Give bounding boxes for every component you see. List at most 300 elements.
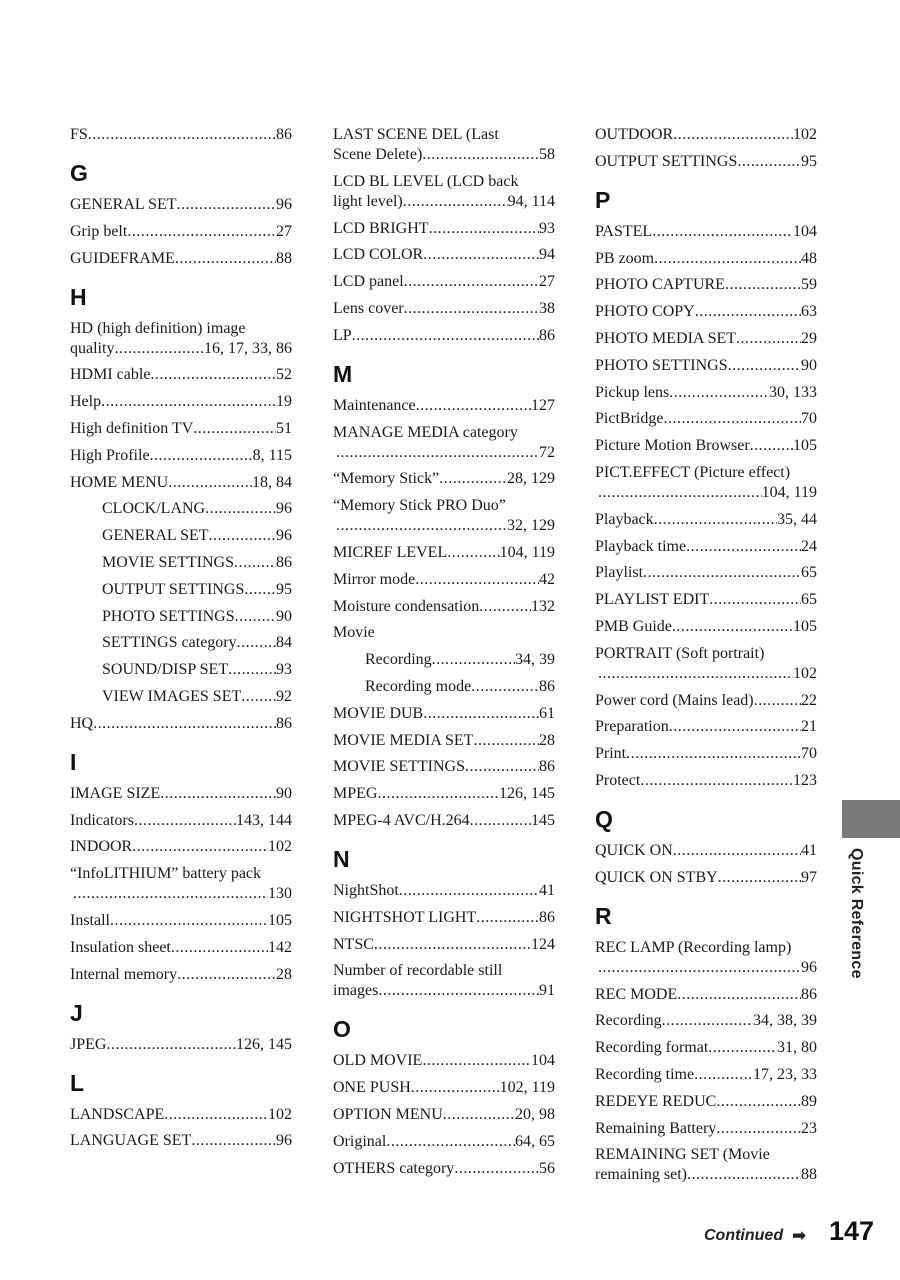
entry-term: PHOTO CAPTURE xyxy=(595,276,725,294)
dot-leader xyxy=(429,219,539,239)
entry-page-ref: 70 xyxy=(801,410,817,428)
entry-page-ref: 63 xyxy=(801,303,817,321)
dot-leader xyxy=(694,1065,753,1085)
index-entry xyxy=(595,409,817,429)
index-entry xyxy=(595,744,817,764)
entry-page-ref: 91 xyxy=(539,982,555,1000)
entry-term: OPTION MENU xyxy=(333,1105,443,1123)
entry-page-ref: 59 xyxy=(801,276,817,294)
dot-leader xyxy=(241,687,276,707)
index-entry xyxy=(70,319,292,359)
dot-leader xyxy=(598,958,801,978)
index-entry xyxy=(333,570,555,590)
dot-leader xyxy=(164,1105,268,1125)
entry-page-ref: 86 xyxy=(276,553,292,571)
dot-leader xyxy=(718,868,801,888)
dot-leader xyxy=(134,811,236,831)
entry-page-ref: 31, 80 xyxy=(777,1039,817,1057)
dot-leader xyxy=(754,691,801,711)
entry-term: REDEYE REDUC xyxy=(595,1092,717,1110)
dot-leader xyxy=(171,938,268,958)
dot-leader xyxy=(415,570,539,590)
entry-page-ref: 86 xyxy=(276,714,292,732)
entry-term: MICREF LEVEL xyxy=(333,543,448,561)
dot-leader xyxy=(150,365,276,385)
entry-term: NightShot xyxy=(333,881,399,899)
entry-page-ref: 21 xyxy=(801,718,817,736)
index-entry xyxy=(70,660,292,680)
index-entry xyxy=(595,463,817,503)
entry-page-ref: 104 xyxy=(793,222,817,240)
entry-term: Picture Motion Browser xyxy=(595,437,750,455)
section-letter: N xyxy=(333,845,350,872)
entry-term: OLD MOVIE xyxy=(333,1052,423,1070)
dot-leader xyxy=(654,510,777,530)
dot-leader xyxy=(177,965,276,985)
entry-term: MOVIE SETTINGS xyxy=(102,553,234,571)
index-entry xyxy=(70,1131,292,1151)
dot-leader xyxy=(465,757,539,777)
index-entry xyxy=(595,356,817,376)
entry-term: Recording xyxy=(365,651,432,669)
index-entry xyxy=(595,644,817,684)
dot-leader xyxy=(716,1119,801,1139)
section-letter: O xyxy=(333,1016,351,1043)
index-entry xyxy=(595,383,817,403)
dot-leader xyxy=(374,935,531,955)
entry-term: “Memory Stick PRO Duo” xyxy=(333,497,506,515)
entry-term: Mirror mode xyxy=(333,570,416,588)
index-entry xyxy=(70,392,292,412)
index-entry xyxy=(595,691,817,711)
dot-leader xyxy=(160,784,276,804)
dot-leader xyxy=(652,222,793,242)
entry-term: MOVIE DUB xyxy=(333,704,424,722)
entry-page-ref: 90 xyxy=(276,784,292,802)
dot-leader xyxy=(643,563,801,583)
entry-page-ref: 56 xyxy=(539,1159,555,1177)
index-entry xyxy=(595,868,817,888)
entry-page-ref: 105 xyxy=(793,437,817,455)
entry-page-ref: 41 xyxy=(539,881,555,899)
entry-page-ref: 86 xyxy=(276,126,292,143)
dot-leader xyxy=(101,392,276,412)
entry-page-ref: 32, 129 xyxy=(507,517,555,535)
index-entry xyxy=(70,1105,292,1125)
entry-term: “Memory Stick” xyxy=(333,470,440,488)
entry-term: Remaining Battery xyxy=(595,1119,717,1137)
dot-leader xyxy=(114,339,204,359)
dot-leader xyxy=(88,125,276,145)
dot-leader xyxy=(432,650,515,670)
dot-leader xyxy=(708,1038,777,1058)
dot-leader xyxy=(728,356,801,376)
dot-leader xyxy=(416,396,531,416)
entry-page-ref: 143, 144 xyxy=(236,811,292,829)
dot-leader xyxy=(725,275,801,295)
index-entry xyxy=(595,1119,817,1139)
entry-term: Power cord (Mains lead) xyxy=(595,691,754,709)
entry-page-ref: 96 xyxy=(276,1132,292,1150)
entry-term: HDMI cable xyxy=(70,366,151,384)
entry-page-ref: 17, 23, 33 xyxy=(753,1065,817,1083)
section-letter: P xyxy=(595,186,611,213)
entry-term: NIGHTSHOT LIGHT xyxy=(333,908,477,926)
entry-page-ref: 102 xyxy=(793,126,817,143)
entry-page-ref: 95 xyxy=(801,152,817,170)
dot-leader xyxy=(439,469,507,489)
entry-page-ref: 90 xyxy=(801,356,817,374)
dot-leader xyxy=(626,744,801,764)
entry-page-ref: 30, 133 xyxy=(769,383,817,401)
index-entry xyxy=(70,687,292,707)
entry-page-ref: 64, 65 xyxy=(515,1132,555,1150)
index-entry xyxy=(333,423,555,463)
index-entry xyxy=(333,597,555,617)
index-entry xyxy=(595,152,817,172)
entry-term: PHOTO SETTINGS xyxy=(102,607,235,625)
entry-page-ref: 61 xyxy=(539,704,555,722)
entry-term: Movie xyxy=(333,624,375,642)
entry-term: PLAYLIST EDIT xyxy=(595,591,710,609)
dot-leader xyxy=(716,1092,801,1112)
index-entry xyxy=(595,717,817,737)
entry-page-ref: 65 xyxy=(801,564,817,582)
entry-page-ref: 105 xyxy=(793,617,817,635)
entry-term: PMB Guide xyxy=(595,617,672,635)
index-entry xyxy=(595,938,817,978)
index-entry xyxy=(595,125,817,145)
index-entry xyxy=(70,419,292,439)
entry-term: Number of recordable still xyxy=(333,962,503,980)
entry-page-ref: 86 xyxy=(801,985,817,1003)
entry-term: VIEW IMAGES SET xyxy=(102,687,242,705)
entry-term: light level) xyxy=(333,192,403,210)
index-entry xyxy=(333,881,555,901)
entry-term: IMAGE SIZE xyxy=(70,784,161,802)
entry-term: QUICK ON xyxy=(595,841,673,859)
entry-term: MOVIE MEDIA SET xyxy=(333,731,474,749)
index-entry xyxy=(595,590,817,610)
entry-page-ref: 34, 39 xyxy=(515,651,555,669)
dot-leader xyxy=(205,499,276,519)
index-entry xyxy=(595,249,817,269)
entry-term: Recording format xyxy=(595,1039,709,1057)
index-entry xyxy=(333,496,555,536)
dot-leader xyxy=(709,590,801,610)
entry-term: HD (high definition) image xyxy=(70,319,246,337)
entry-term: OTHERS category xyxy=(333,1159,455,1177)
dot-leader xyxy=(654,249,801,269)
entry-term: LANDSCAPE xyxy=(70,1105,165,1123)
dot-leader xyxy=(386,1132,515,1152)
index-entry xyxy=(595,1145,817,1185)
entry-page-ref: 95 xyxy=(276,580,292,598)
index-entry xyxy=(595,771,817,791)
index-entry xyxy=(595,537,817,557)
dot-leader xyxy=(150,446,253,466)
dot-leader xyxy=(686,537,801,557)
index-entry xyxy=(333,299,555,319)
entry-term: SETTINGS category xyxy=(102,634,237,652)
entry-page-ref: 22 xyxy=(801,691,817,709)
dot-leader xyxy=(336,516,507,536)
index-entry xyxy=(70,365,292,385)
index-entry xyxy=(595,1092,817,1112)
index-entry xyxy=(595,1011,817,1031)
entry-page-ref: 102 xyxy=(793,664,817,682)
entry-page-ref: 19 xyxy=(276,393,292,411)
entry-page-ref: 96 xyxy=(801,958,817,976)
index-entry xyxy=(595,617,817,637)
dot-leader xyxy=(662,1011,753,1031)
index-entry xyxy=(595,841,817,861)
entry-term: MPEG-4 AVC/H.264 xyxy=(333,811,470,829)
index-entry xyxy=(333,757,555,777)
entry-page-ref: 52 xyxy=(276,366,292,384)
entry-term: QUICK ON STBY xyxy=(595,868,718,886)
dot-leader xyxy=(177,195,276,215)
entry-page-ref: 104, 119 xyxy=(499,543,555,561)
index-entry xyxy=(333,396,555,416)
dot-leader xyxy=(403,192,508,212)
index-column-1 xyxy=(70,125,292,1158)
entry-page-ref: 93 xyxy=(276,661,292,679)
dot-leader xyxy=(476,908,539,928)
dot-leader xyxy=(422,1051,531,1071)
dot-leader xyxy=(352,326,539,346)
entry-page-ref: 28, 129 xyxy=(507,470,555,488)
entry-page-ref: 123 xyxy=(793,771,817,789)
index-entry xyxy=(333,961,555,1001)
dot-leader xyxy=(479,597,531,617)
entry-term: OUTPUT SETTINGS xyxy=(102,580,245,598)
index-entry xyxy=(595,1038,817,1058)
index-entry xyxy=(595,302,817,322)
entry-page-ref: 70 xyxy=(801,745,817,763)
continued-arrow-icon: ➡ xyxy=(792,1226,807,1246)
entry-page-ref: 124 xyxy=(531,935,555,953)
index-entry xyxy=(333,272,555,292)
dot-leader xyxy=(93,714,276,734)
dot-leader xyxy=(663,409,801,429)
index-entry xyxy=(333,1078,555,1098)
entry-page-ref: 42 xyxy=(539,570,555,588)
entry-term: Moisture condensation xyxy=(333,597,480,615)
index-entry xyxy=(70,864,292,904)
index-entry xyxy=(595,563,817,583)
entry-page-ref: 94, 114 xyxy=(507,192,555,210)
section-letter: L xyxy=(70,1069,85,1096)
entry-term: PICT.EFFECT (Picture effect) xyxy=(595,463,791,481)
entry-term: LP xyxy=(333,326,352,344)
entry-term: Protect xyxy=(595,771,641,789)
index-entry xyxy=(333,1159,555,1179)
entry-term: INDOOR xyxy=(70,838,133,856)
dot-leader xyxy=(73,884,268,904)
dot-leader xyxy=(106,1035,236,1055)
entry-term: quality xyxy=(70,339,115,357)
entry-page-ref: 65 xyxy=(801,591,817,609)
entry-page-ref: 126, 145 xyxy=(499,785,555,803)
index-entry xyxy=(595,329,817,349)
index-entry xyxy=(333,704,555,724)
entry-term: Insulation sheet xyxy=(70,938,171,956)
index-entry xyxy=(333,811,555,831)
entry-term: remaining set) xyxy=(595,1166,687,1184)
index-entry xyxy=(70,222,292,242)
entry-page-ref: 34, 38, 39 xyxy=(753,1012,817,1030)
index-entry xyxy=(333,623,555,643)
dot-leader xyxy=(193,419,276,439)
entry-page-ref: 96 xyxy=(276,196,292,213)
index-entry xyxy=(333,469,555,489)
index-entry xyxy=(333,543,555,563)
index-entry xyxy=(595,985,817,1005)
entry-page-ref: 96 xyxy=(276,527,292,545)
entry-term: PORTRAIT (Soft portrait) xyxy=(595,644,765,662)
entry-page-ref: 86 xyxy=(539,908,555,926)
side-label-container xyxy=(838,848,874,1008)
index-entry xyxy=(333,935,555,955)
dot-leader xyxy=(470,811,531,831)
entry-page-ref: 29 xyxy=(801,329,817,347)
dot-leader xyxy=(454,1159,539,1179)
entry-page-ref: 48 xyxy=(801,249,817,267)
index-entry xyxy=(70,580,292,600)
entry-term: Print xyxy=(595,745,627,763)
entry-term: PictBridge xyxy=(595,410,664,428)
entry-page-ref: 127 xyxy=(531,396,555,414)
entry-term: PASTEL xyxy=(595,222,653,240)
index-entry xyxy=(595,222,817,242)
entry-term: Original xyxy=(333,1132,387,1150)
index-entry xyxy=(70,911,292,931)
entry-page-ref: 27 xyxy=(276,222,292,240)
dot-leader xyxy=(471,677,539,697)
entry-page-ref: 145 xyxy=(531,811,555,829)
dot-leader xyxy=(598,483,762,503)
dot-leader xyxy=(209,526,276,546)
entry-page-ref: 18, 84 xyxy=(252,473,292,491)
dot-leader xyxy=(443,1105,515,1125)
entry-term: Internal memory xyxy=(70,965,178,983)
index-entry xyxy=(333,677,555,697)
index-entry xyxy=(70,607,292,627)
index-entry xyxy=(70,811,292,831)
dot-leader xyxy=(673,125,793,145)
index-entry xyxy=(70,938,292,958)
index-entry xyxy=(333,219,555,239)
entry-term: Recording xyxy=(595,1012,662,1030)
entry-page-ref: 86 xyxy=(539,677,555,695)
entry-term: Recording mode xyxy=(365,677,472,695)
index-entry xyxy=(333,1105,555,1125)
entry-page-ref: 28 xyxy=(539,731,555,749)
dot-leader xyxy=(677,985,801,1005)
entry-page-ref: 23 xyxy=(801,1119,817,1137)
dot-leader xyxy=(110,911,268,931)
index-entry xyxy=(333,326,555,346)
entry-page-ref: 51 xyxy=(276,419,292,437)
dot-leader xyxy=(750,436,793,456)
entry-page-ref: 96 xyxy=(276,500,292,518)
entry-page-ref: 104, 119 xyxy=(761,483,817,501)
index-entry xyxy=(70,249,292,269)
dot-leader xyxy=(673,841,801,861)
entry-term: GENERAL SET xyxy=(102,527,209,545)
entry-term: Lens cover xyxy=(333,299,404,317)
dot-leader xyxy=(127,222,276,242)
entry-term: LANGUAGE SET xyxy=(70,1132,192,1150)
entry-page-ref: 20, 98 xyxy=(515,1105,555,1123)
section-letter: J xyxy=(70,999,83,1026)
entry-term: HOME MENU xyxy=(70,473,169,491)
entry-term: PHOTO SETTINGS xyxy=(595,356,728,374)
entry-page-ref: 93 xyxy=(539,219,555,237)
dot-leader xyxy=(422,145,539,165)
entry-page-ref: 104 xyxy=(531,1052,555,1070)
dot-leader xyxy=(404,299,539,319)
dot-leader xyxy=(473,731,539,751)
entry-page-ref: 88 xyxy=(276,249,292,267)
entry-page-ref: 24 xyxy=(801,537,817,555)
index-entry xyxy=(70,125,292,145)
entry-page-ref: 41 xyxy=(801,841,817,859)
dot-leader xyxy=(404,272,539,292)
dot-leader xyxy=(423,704,539,724)
entry-term: NTSC xyxy=(333,935,374,953)
index-entry xyxy=(70,633,292,653)
entry-term: Playback time xyxy=(595,537,687,555)
entry-page-ref: 35, 44 xyxy=(777,510,817,528)
index-entry xyxy=(333,908,555,928)
entry-page-ref: 38 xyxy=(539,299,555,317)
section-tab-marker xyxy=(842,800,900,838)
entry-term: HQ xyxy=(70,714,94,732)
entry-term: Playlist xyxy=(595,564,644,582)
dot-leader xyxy=(423,245,539,265)
index-entry xyxy=(70,553,292,573)
dot-leader xyxy=(235,607,276,627)
entry-term: Grip belt xyxy=(70,222,128,240)
entry-term: GUIDEFRAME xyxy=(70,249,175,267)
entry-term: PHOTO COPY xyxy=(595,303,695,321)
dot-leader xyxy=(687,1165,801,1185)
dot-leader xyxy=(695,302,801,322)
dot-leader xyxy=(234,553,276,573)
index-entry xyxy=(70,1035,292,1055)
index-entry xyxy=(70,837,292,857)
index-entry xyxy=(70,499,292,519)
entry-page-ref: 132 xyxy=(531,597,555,615)
entry-page-ref: 105 xyxy=(268,911,292,929)
entry-term: Scene Delete) xyxy=(333,146,423,163)
entry-term: Maintenance xyxy=(333,396,416,414)
index-entry xyxy=(595,510,817,530)
entry-term: FS xyxy=(70,126,88,143)
entry-page-ref: 58 xyxy=(539,146,555,163)
dot-leader xyxy=(175,249,276,269)
page-number: 147 xyxy=(829,1216,875,1246)
index-column-3 xyxy=(595,125,817,1192)
entry-term: GENERAL SET xyxy=(70,196,177,213)
entry-term: LCD BL LEVEL (LCD back xyxy=(333,172,519,190)
entry-page-ref: 28 xyxy=(276,965,292,983)
entry-page-ref: 8, 115 xyxy=(252,446,292,464)
section-letter: I xyxy=(70,748,77,775)
index-entry xyxy=(333,125,555,165)
